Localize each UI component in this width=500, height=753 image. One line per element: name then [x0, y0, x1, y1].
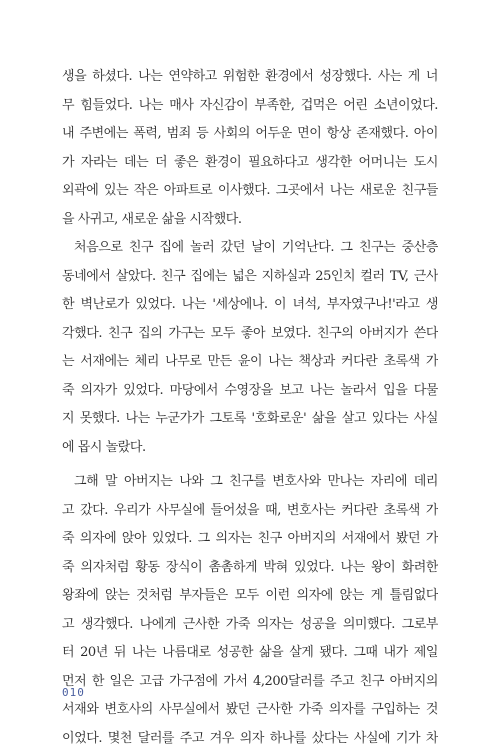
- text-line: 내 주변에는 폭력, 범죄 등 사회의 어두운 면이 항상 존재했다. 아이: [62, 120, 438, 149]
- paragraph-2: [62, 234, 438, 462]
- text-line: 고 생각했다. 나에게 근사한 가죽 의자는 성공을 의미했다. 그로부: [62, 611, 438, 640]
- text-line: 무 힘들었다. 나는 매사 자신감이 부족한, 겁먹은 어린 소년이었다.: [62, 92, 438, 121]
- text-line: 죽 의자에 앉아 있었다. 그 의자는 친구 아버지의 서재에서 봤던 가: [62, 525, 438, 554]
- text-line: 을 사귀고, 새로운 삶을 시작했다.: [62, 206, 438, 235]
- paragraph-3: [62, 468, 438, 753]
- text-line: 각했다. 친구 집의 가구는 모두 좋아 보였다. 친구의 아버지가 쓴다: [62, 320, 438, 349]
- text-line: 왕좌에 앉는 것처럼 부자들은 모두 이런 의자에 앉는 게 틀림없다: [62, 582, 438, 611]
- text-line: 그해 말 아버지는 나와 그 친구를 변호사와 만나는 자리에 데리: [62, 468, 438, 497]
- text-line: 한 벽난로가 있었다. 나는 '세상에나. 이 녀석, 부자였구나!'라고 생: [62, 291, 438, 320]
- text-line: 죽 의자가 있었다. 마당에서 수영장을 보고 나는 놀라서 입을 다물: [62, 377, 438, 406]
- text-line: 먼저 한 일은 고급 가구점에 가서 4,200달러를 주고 친구 아버지의: [62, 668, 438, 697]
- text-line: 외곽에 있는 작은 아파트로 이사했다. 그곳에서 나는 새로운 친구들: [62, 177, 438, 206]
- text-line: 에 몹시 놀랐다.: [62, 434, 438, 463]
- text-line: 는 서재에는 체리 나무로 만든 윤이 나는 책상과 커다란 초록색 가: [62, 348, 438, 377]
- text-line: 지 못했다. 나는 누군가가 그토록 '호화로운' 삶을 살고 있다는 사실: [62, 405, 438, 434]
- text-line: 터 20년 뒤 나는 나름대로 성공한 삶을 살게 됐다. 그때 내가 제일: [62, 639, 438, 668]
- text-line: 고 갔다. 우리가 사무실에 들어섰을 때, 변호사는 커다란 초록색 가: [62, 497, 438, 526]
- text-line: 이었다. 몇천 달러를 주고 겨우 의자 하나를 샀다는 사실에 기가 차: [62, 725, 438, 753]
- text-line: 생을 하셨다. 나는 연약하고 위험한 환경에서 성장했다. 사는 게 너: [62, 63, 438, 92]
- text-line: 동네에서 살았다. 친구 집에는 넓은 지하실과 25인치 컬러 TV, 근사: [62, 263, 438, 292]
- text-line: 죽 의자처럼 황동 장식이 촘촘하게 박혀 있었다. 나는 왕이 화려한: [62, 554, 438, 583]
- book-page-body: [62, 63, 438, 753]
- text-line: 가 자라는 데는 더 좋은 환경이 필요하다고 생각한 어머니는 도시: [62, 149, 438, 178]
- page-number: 010: [62, 686, 85, 699]
- text-line: 처음으로 친구 집에 놀러 갔던 날이 기억난다. 그 친구는 중산층: [62, 234, 438, 263]
- text-line: 서재와 변호사의 사무실에서 봤던 근사한 가죽 의자를 구입하는 것: [62, 696, 438, 725]
- paragraph-1: [62, 63, 438, 234]
